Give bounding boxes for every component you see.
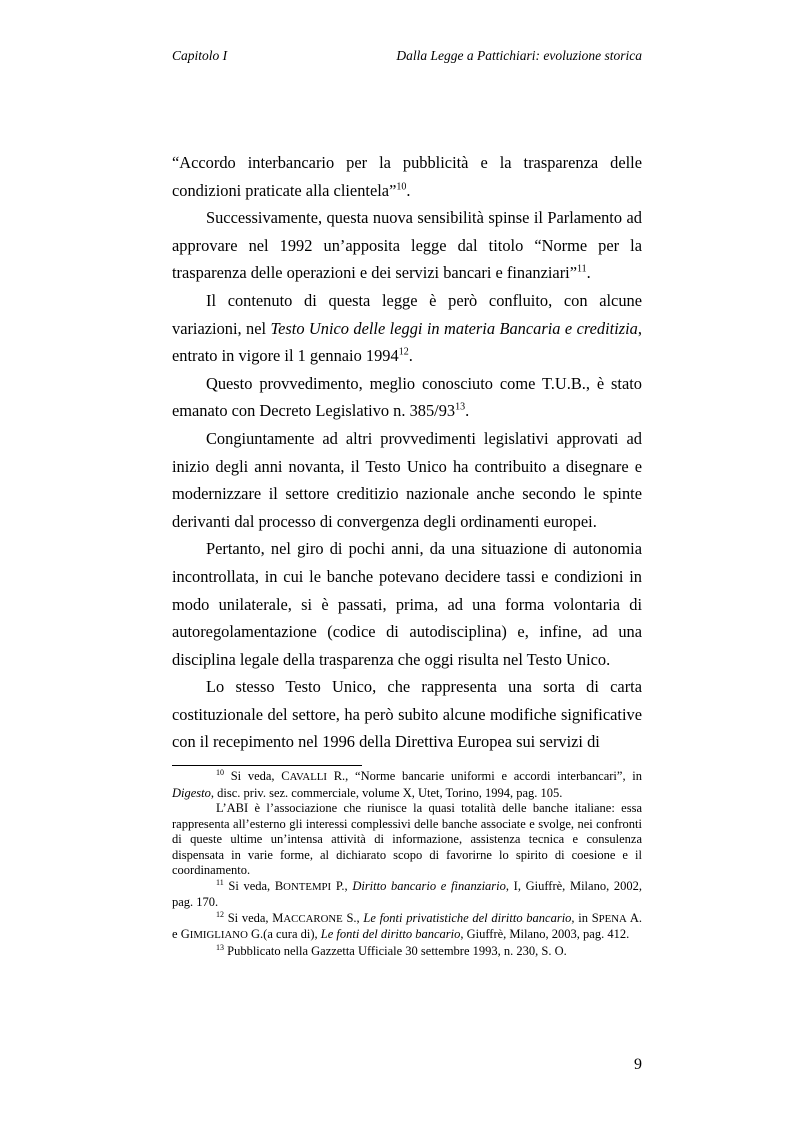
body-text [172,149,642,756]
italic-title: Testo Unico delle leggi in materia Bancaria e creditizia [270,318,638,338]
paragraph: Congiuntamente ad altri provvedimenti legislativi approvati ad inizio degli anni novanta, il Testo Unico ha contribuito a disegnare e modernizzare il settore creditizio nazionale anche secondo le spinte derivanti dal processo di convergenza degli ordinamenti europei. [172,428,642,531]
paragraph: Il contenuto di questa legge è però confluito, con alcune variazioni, nel Testo Unico delle leggi in materia Bancaria e creditizia, entrato in vigore il 1 gennaio 1994$^{12}$. [172,290,642,366]
page-number: 9 [634,1056,642,1073]
chapter-title: Dalla Legge a Pattichiari: evoluzione storica [396,48,642,63]
footnote-ref[interactable]: 12 [398,346,409,358]
paragraph: Lo stesso Testo Unico, che rappresenta una sorta di carta costituzionale del settore, ha però subito alcune modifiche significative con il recepimento nel 1996 della Direttiva Europea sui servizi di [172,677,642,752]
paragraph: Pertanto, nel giro di pochi anni, da una situazione di autonomia incontrollata, in cui le banche potevano decidere tassi e condizioni in modo unilaterale, si è passati, prima, ad una forma volontaria di autoregolamentazione (codice di autodisciplina) e, infine, ad una disciplina legale della trasparenza che oggi risulta nel Testo Unico. [172,539,642,669]
footnote: L’ABI è l’associazione che riunisce la quasi totalità delle banche italiane: essa rappresenta all’esterno gli interessi complessivi delle banche associate e svolge, nei confronti di queste ultime un’intensa attività di informazione, assistenza tecnica e consulenza dispensata in varie forme, al dichiarato scopo di favorirne lo spirito di coesione e il coordinamento. [172,801,642,877]
footnote-ref[interactable]: 11 [576,263,587,275]
footnote: $^{12}$ Si veda, MACCARONE S., Le fonti privatistiche del diritto bancario, in SPENA A. e GIMIGLIANO G.(a cura di), Le fonti del diritto bancario, Giuffrè, Milano, 2003, pag. 412. [172,909,643,941]
footnote: $^{10}$ Si veda, CAVALLI R., “Norme bancarie uniformi e accordi interbancari”, in Digesto, disc. priv. sez. commerciale, volume X, Utet, Torino, 1994, pag. 105. [172,767,642,800]
footnote-ref[interactable]: 10 [396,181,407,193]
footnote-divider [172,765,362,766]
footnote-ref[interactable]: 13 [455,401,466,413]
paragraph: Questo provvedimento, meglio conosciuto come T.U.B., è stato emanato con Decreto Legislativo n. $385/93^{13}$. [172,373,642,421]
footnote: $^{13}$ Pubblicato nella Gazzetta Ufficiale 30 settembre 1993, n. 230, S. O. [216,942,567,958]
paragraph: Successivamente, questa nuova sensibilità spinse il Parlamento ad approvare nel 1992 un’apposita legge dal titolo “Norme per la trasparenza delle operazioni e dei servizi bancari e finanziari”$^{11}$. [172,208,642,283]
paragraph: “Accordo interbancario per la pubblicità e la trasparenza delle condizioni praticate alla clientela”$^{10}$. [172,153,642,200]
footnote: $^{11}$ Si veda, BONTEMPI P., Diritto bancario e finanziario, I, Giuffrè, Milano, 2002, pag. 170. [172,877,642,909]
chapter-label: Capitolo I [172,48,228,63]
footnotes [172,769,642,959]
